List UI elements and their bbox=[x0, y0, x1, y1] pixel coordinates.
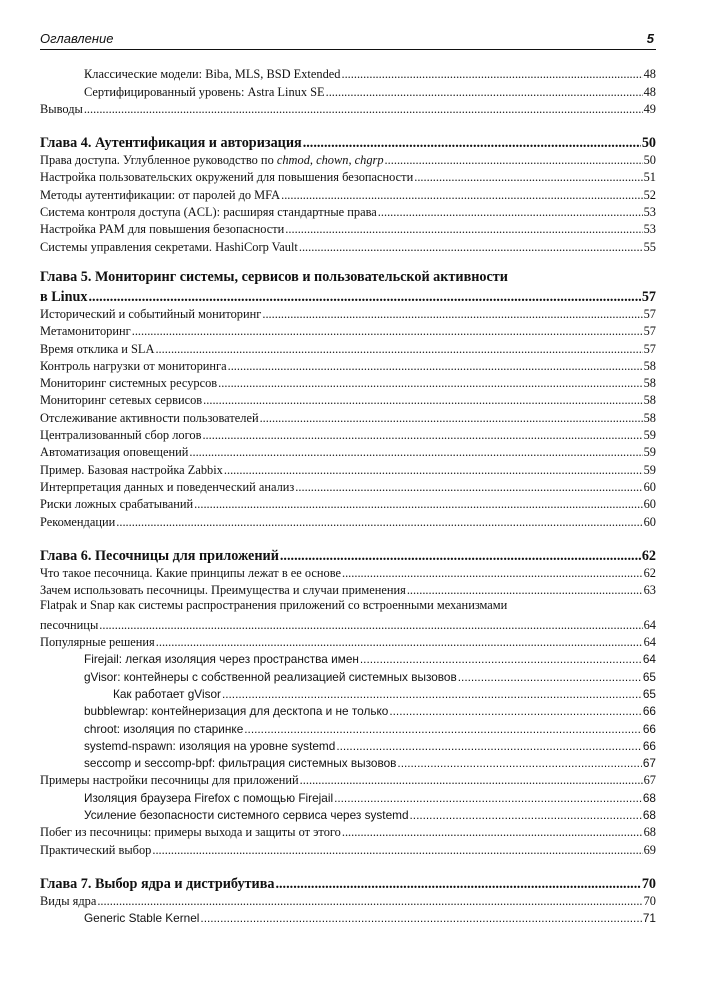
toc-entry[interactable] bbox=[40, 649, 656, 666]
dot-leader bbox=[414, 170, 642, 184]
toc-entry-page: 59 bbox=[643, 428, 656, 443]
toc-entry-page: 69 bbox=[643, 842, 656, 857]
dot-leader bbox=[410, 808, 642, 822]
toc-entry[interactable] bbox=[40, 614, 656, 631]
dot-leader bbox=[389, 704, 642, 718]
table-of-contents bbox=[40, 64, 656, 925]
toc-entry-page: 58 bbox=[643, 393, 656, 408]
toc-entry[interactable] bbox=[40, 442, 656, 459]
toc-entry[interactable] bbox=[40, 839, 656, 856]
toc-entry-page: 57 bbox=[643, 324, 656, 339]
toc-entry-label: Автоматизация оповещений bbox=[40, 445, 189, 460]
toc-entry[interactable] bbox=[40, 99, 656, 116]
toc-entry-label: Исторический и событийный мониторинг bbox=[40, 306, 262, 321]
dot-leader bbox=[89, 290, 641, 304]
toc-entry[interactable] bbox=[40, 511, 656, 528]
toc-entry[interactable] bbox=[40, 753, 656, 770]
toc-entry-page: 67 bbox=[642, 756, 656, 771]
toc-entry-label: Изоляция браузера Firefox с помощью Firejail bbox=[84, 790, 334, 805]
dot-leader bbox=[334, 791, 642, 805]
toc-entry-label: Системы управления секретами. HashiCorp Vault bbox=[40, 239, 298, 254]
dot-leader bbox=[156, 635, 643, 649]
header-page-number: 5 bbox=[646, 31, 654, 46]
dot-leader bbox=[275, 877, 640, 891]
toc-entry-page: 48 bbox=[643, 84, 656, 99]
toc-entry[interactable] bbox=[40, 390, 656, 407]
dot-leader bbox=[260, 411, 643, 425]
toc-entry-label: Популярные решения bbox=[40, 635, 155, 650]
toc-entry[interactable] bbox=[40, 684, 656, 701]
toc-entry-page: 71 bbox=[642, 911, 656, 926]
toc-entry-label-commands: chmod, chown, chgrp bbox=[276, 153, 384, 168]
dot-leader bbox=[360, 652, 642, 666]
toc-entry-label: bubblewrap: контейнеризация для десктопа и не только bbox=[84, 704, 389, 719]
toc-entry[interactable] bbox=[40, 150, 656, 167]
toc-chapter-7[interactable] bbox=[40, 872, 656, 891]
toc-entry-label: Интерпретация данных и поведенческий анализ bbox=[40, 479, 295, 494]
toc-entry-page: 63 bbox=[643, 583, 656, 598]
dot-leader bbox=[326, 85, 643, 99]
toc-entry-page: 65 bbox=[642, 669, 656, 684]
toc-entry[interactable] bbox=[40, 202, 656, 219]
toc-entry-label: Риски ложных срабатываний bbox=[40, 497, 194, 512]
dot-leader bbox=[228, 359, 643, 373]
toc-entry-label bbox=[40, 153, 384, 167]
toc-entry-page: 57 bbox=[643, 306, 656, 321]
toc-entry-label: Сертифицированный уровень: Astra Linux SE bbox=[84, 84, 325, 99]
toc-entry-label-text: Права доступа. Углубленное руководство по bbox=[40, 153, 277, 168]
toc-chapter-5-title-line: Глава 5. Мониторинг системы, сервисов и пользовательской активности bbox=[40, 268, 508, 285]
toc-entry-label: chroot: изоляция по старинке bbox=[84, 721, 244, 736]
toc-entry-label: Отслеживание активности пользователей bbox=[40, 410, 259, 425]
dot-leader bbox=[385, 153, 643, 167]
toc-entry-label: Методы аутентификации: от паролей до MFA bbox=[40, 187, 281, 202]
dot-leader bbox=[203, 393, 642, 407]
toc-entry-label: seccomp и seccomp-bpf: фильтрация системных вызовов bbox=[84, 756, 397, 771]
toc-entry-page: 55 bbox=[643, 239, 656, 254]
toc-entry-page: 48 bbox=[643, 67, 656, 82]
toc-entry-label: Настройка пользовательских окружений для повышения безопасности bbox=[40, 170, 414, 185]
dot-leader bbox=[99, 618, 642, 632]
toc-entry-page: 66 bbox=[642, 704, 656, 719]
running-header bbox=[40, 31, 656, 50]
toc-entry-page: 62 bbox=[643, 565, 656, 580]
toc-chapter-page: 62 bbox=[641, 547, 656, 564]
toc-entry[interactable] bbox=[40, 477, 656, 494]
toc-entry-page: 53 bbox=[643, 205, 656, 220]
toc-entry-label: Выводы bbox=[40, 101, 83, 116]
dot-leader bbox=[281, 188, 643, 202]
header-title: Оглавление bbox=[40, 31, 114, 46]
toc-entry-label: Рекомендации bbox=[40, 514, 116, 529]
toc-chapter-label: в Linux bbox=[40, 288, 88, 305]
toc-entry[interactable] bbox=[40, 494, 656, 511]
dot-leader bbox=[202, 428, 642, 442]
toc-entry-page: 59 bbox=[643, 462, 656, 477]
toc-entry[interactable] bbox=[40, 736, 656, 753]
dot-leader bbox=[458, 670, 642, 684]
toc-entry[interactable] bbox=[40, 407, 656, 424]
dot-leader bbox=[224, 463, 643, 477]
toc-entry-page: 58 bbox=[643, 410, 656, 425]
toc-entry[interactable] bbox=[40, 167, 656, 184]
toc-entry-label: gVisor: контейнеры с собственной реализацией системных вызовов bbox=[84, 669, 457, 684]
dot-leader bbox=[116, 515, 642, 529]
dot-leader bbox=[222, 687, 642, 701]
toc-entry-label: Централизованный сбор логов bbox=[40, 428, 202, 443]
toc-entry-label: Зачем использовать песочницы. Преимущества и случаи применения bbox=[40, 583, 406, 598]
toc-entry[interactable] bbox=[40, 81, 656, 98]
toc-entry[interactable] bbox=[40, 356, 656, 373]
toc-entry-label: Firejail: легкая изоляция через пространства имен bbox=[84, 652, 359, 667]
toc-entry-page: 68 bbox=[643, 825, 656, 840]
toc-chapter-page: 57 bbox=[641, 288, 656, 305]
toc-chapter-page: 50 bbox=[641, 134, 656, 151]
dot-leader bbox=[300, 773, 643, 787]
toc-entry-label: systemd-nspawn: изоляция на уровне systemd bbox=[84, 738, 336, 753]
toc-entry-page: 60 bbox=[643, 497, 656, 512]
toc-chapter-4[interactable] bbox=[40, 131, 656, 150]
toc-entry-page: 53 bbox=[643, 222, 656, 237]
dot-leader bbox=[299, 240, 643, 254]
toc-entry-label: Пример. Базовая настройка Zabbix bbox=[40, 462, 223, 477]
dot-leader bbox=[407, 583, 643, 597]
toc-entry-page: 50 bbox=[643, 153, 656, 168]
toc-entry[interactable] bbox=[40, 822, 656, 839]
toc-entry-label: Классические модели: Biba, MLS, BSD Extended bbox=[84, 67, 341, 82]
toc-entry-page: 68 bbox=[642, 807, 656, 822]
toc-chapter-label: Глава 7. Выбор ядра и дистрибутива bbox=[40, 875, 275, 892]
toc-entry-page: 52 bbox=[643, 187, 656, 202]
toc-entry-label: Практический выбор bbox=[40, 842, 152, 857]
dot-leader bbox=[303, 136, 641, 150]
toc-entry-label: Побег из песочницы: примеры выхода и защиты от этого bbox=[40, 825, 341, 840]
toc-entry-page: 49 bbox=[643, 101, 656, 116]
toc-chapter-5[interactable] bbox=[40, 286, 656, 304]
dot-leader bbox=[295, 480, 642, 494]
toc-entry[interactable] bbox=[40, 701, 656, 718]
dot-leader bbox=[341, 67, 642, 81]
dot-leader bbox=[200, 911, 641, 925]
toc-entry[interactable] bbox=[40, 425, 656, 442]
dot-leader bbox=[244, 722, 642, 736]
dot-leader bbox=[285, 222, 642, 236]
toc-entry-label: Мониторинг сетевых сервисов bbox=[40, 393, 203, 408]
toc-entry-label: Как работает gVisor bbox=[113, 686, 221, 701]
toc-entry-label: Что такое песочница. Какие принципы лежат в ее основе bbox=[40, 565, 341, 580]
toc-entry-label: Метамониторинг bbox=[40, 324, 131, 339]
toc-entry[interactable] bbox=[40, 373, 656, 390]
toc-entry-page: 57 bbox=[643, 341, 656, 356]
toc-entry-page: 60 bbox=[643, 514, 656, 529]
toc-chapter-label: Глава 4. Аутентификация и авторизация bbox=[40, 134, 302, 151]
dot-leader bbox=[262, 307, 642, 321]
dot-leader bbox=[194, 497, 642, 511]
toc-entry[interactable] bbox=[40, 770, 656, 787]
toc-entry[interactable] bbox=[40, 219, 656, 236]
toc-entry-page: 66 bbox=[642, 721, 656, 736]
toc-entry[interactable] bbox=[40, 908, 656, 925]
toc-entry-label: Система контроля доступа (ACL): расширяя стандартные права bbox=[40, 205, 377, 220]
toc-entry[interactable] bbox=[40, 805, 656, 822]
dot-leader bbox=[189, 445, 642, 459]
dot-leader bbox=[397, 756, 641, 770]
toc-chapter-page: 70 bbox=[641, 875, 656, 892]
toc-entry[interactable] bbox=[40, 580, 656, 597]
toc-entry[interactable] bbox=[40, 563, 656, 580]
toc-entry-page: 64 bbox=[643, 635, 656, 650]
toc-entry-page: 65 bbox=[642, 686, 656, 701]
toc-entry-label: Контроль нагрузки от мониторинга bbox=[40, 358, 227, 373]
toc-entry[interactable] bbox=[40, 304, 656, 321]
toc-entry-label: Примеры настройки песочницы для приложений bbox=[40, 773, 299, 788]
dot-leader bbox=[84, 102, 643, 116]
dot-leader bbox=[218, 376, 642, 390]
dot-leader bbox=[280, 549, 641, 563]
toc-entry[interactable] bbox=[40, 666, 656, 683]
toc-entry-page: 60 bbox=[643, 479, 656, 494]
toc-entry-label: песочницы bbox=[40, 617, 99, 632]
toc-entry-page: 58 bbox=[643, 376, 656, 391]
toc-entry-page: 70 bbox=[643, 893, 656, 908]
toc-entry[interactable] bbox=[40, 184, 656, 201]
toc-entry[interactable] bbox=[40, 632, 656, 649]
toc-entry-page: 59 bbox=[643, 445, 656, 460]
toc-entry-label: Настройка PAM для повышения безопасности bbox=[40, 222, 285, 237]
toc-entry[interactable] bbox=[40, 787, 656, 804]
toc-chapter-6[interactable] bbox=[40, 544, 656, 563]
toc-entry[interactable] bbox=[40, 64, 656, 81]
toc-entry-page: 64 bbox=[643, 617, 656, 632]
toc-entry-label: Generic Stable Kernel bbox=[84, 911, 200, 926]
dot-leader bbox=[336, 739, 642, 753]
toc-chapter-label: Глава 6. Песочницы для приложений bbox=[40, 547, 279, 564]
toc-entry-page: 58 bbox=[643, 358, 656, 373]
toc-entry-page: 64 bbox=[642, 652, 656, 667]
toc-entry[interactable] bbox=[40, 891, 656, 908]
toc-entry-label: Время отклика и SLA bbox=[40, 341, 155, 356]
toc-entry-label: Усиление безопасности системного сервиса через systemd bbox=[84, 807, 409, 822]
dot-leader bbox=[155, 342, 642, 356]
toc-entry[interactable] bbox=[40, 459, 656, 476]
toc-entry[interactable] bbox=[40, 718, 656, 735]
dot-leader bbox=[378, 205, 643, 219]
toc-entry-page: 68 bbox=[642, 790, 656, 805]
toc-entry-first-line: Flatpak и Snap как системы распространения приложений со встроенными механизмами bbox=[40, 598, 508, 613]
dot-leader bbox=[342, 825, 643, 839]
toc-entry-page: 51 bbox=[643, 170, 656, 185]
toc-entry-page: 67 bbox=[643, 773, 656, 788]
toc-entry-page: 66 bbox=[642, 738, 656, 753]
dot-leader bbox=[97, 894, 642, 908]
toc-entry[interactable] bbox=[40, 236, 656, 253]
toc-entry-label: Виды ядра bbox=[40, 893, 97, 908]
dot-leader bbox=[152, 843, 642, 857]
toc-entry[interactable] bbox=[40, 338, 656, 355]
dot-leader bbox=[342, 566, 643, 580]
toc-entry[interactable] bbox=[40, 321, 656, 338]
toc-entry-label: Мониторинг системных ресурсов bbox=[40, 376, 218, 391]
dot-leader bbox=[132, 324, 643, 338]
